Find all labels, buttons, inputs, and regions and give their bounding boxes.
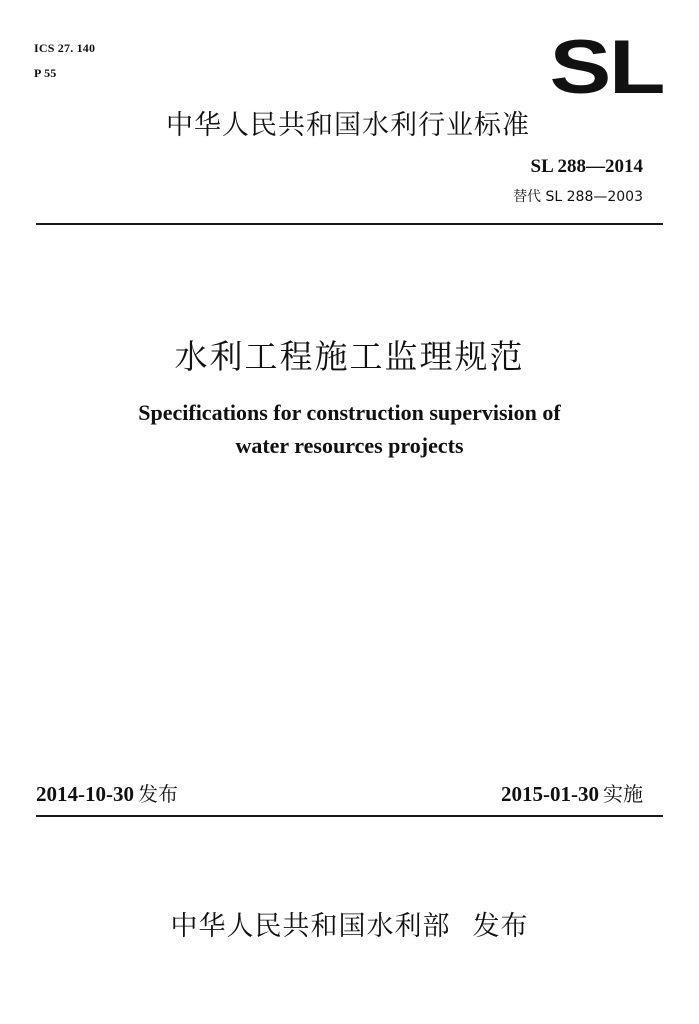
replaces-standard: 替代 SL 288—2003: [513, 189, 643, 205]
publisher-name: 中华人民共和国水利部: [170, 911, 451, 942]
implementation-date: [501, 778, 643, 807]
standard-category: 中华人民共和国水利行业标准: [166, 110, 530, 141]
standard-number: SL 288—2014: [530, 156, 643, 177]
bottom-divider: [36, 815, 663, 817]
issue-date-value: 2014-10-30: [36, 782, 134, 806]
implementation-label: 实施: [603, 782, 643, 806]
title-english-line-1: Specifications for construction supervision of: [138, 400, 561, 425]
top-divider: [36, 223, 663, 225]
ics-code: ICS 27. 140: [34, 41, 96, 55]
title-chinese: 水利工程施工监理规范: [174, 337, 525, 376]
title-english-line-2: water resources projects: [235, 433, 464, 458]
sl-logo: SL: [549, 25, 663, 110]
ccs-code: P 55: [34, 66, 57, 80]
publish-label: 发布: [472, 911, 529, 942]
publisher: [0, 904, 699, 943]
issue-label: 发布: [138, 782, 178, 806]
issue-date: [36, 778, 178, 807]
implementation-date-value: 2015-01-30: [501, 782, 599, 806]
